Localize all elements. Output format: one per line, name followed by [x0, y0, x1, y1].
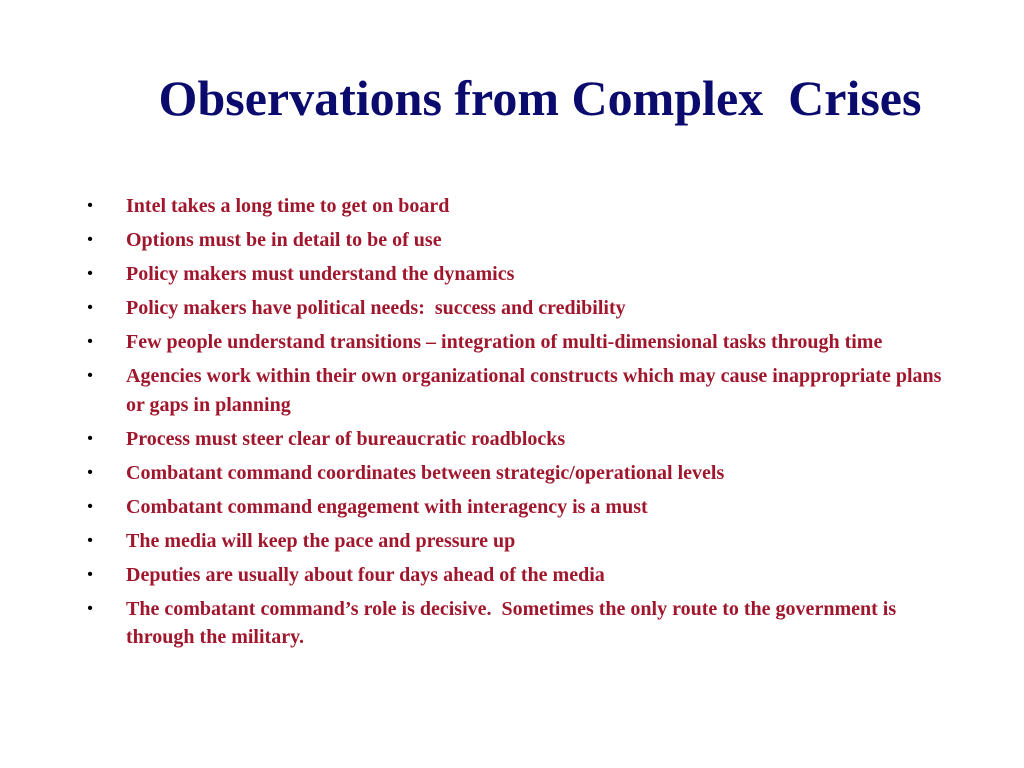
bullet-marker: •	[87, 197, 93, 214]
bullet-item	[84, 493, 944, 522]
slide-title: Observations from Complex Crises	[158, 70, 922, 126]
bullet-item	[84, 294, 944, 323]
bullet-text: The combatant command’s role is decisive. Sometimes the only route to the government is through the military.	[126, 597, 902, 648]
bullet-item	[84, 362, 947, 419]
bullet-marker: •	[87, 531, 93, 549]
bullet-item	[84, 425, 944, 454]
bullet-text: Agencies work within their own organizational constructs which may cause inappropriate plans or gaps in planning	[126, 365, 947, 416]
bullet-text: Intel takes a long time to get on board	[126, 195, 450, 217]
bullet-marker: •	[87, 333, 93, 350]
bullet-item	[84, 328, 944, 357]
bullet-text: Combatant command coordinates between strategic/operational levels	[126, 461, 725, 484]
bullet-text: Process must steer clear of bureaucratic roadblocks	[126, 427, 566, 450]
bullet-item	[84, 260, 944, 289]
bullet-item	[84, 561, 944, 590]
bullet-text: Deputies are usually about four days ahead of the media	[126, 563, 605, 586]
bullet-marker: •	[87, 497, 93, 515]
bullet-text: Few people understand transitions – integration of multi-dimensional tasks through time	[126, 331, 883, 353]
bullet-text: Policy makers must understand the dynamics	[126, 263, 515, 285]
bullet-item	[84, 226, 944, 255]
bullet-list	[84, 192, 947, 657]
bullet-marker: •	[87, 231, 93, 248]
bullet-item	[84, 527, 944, 556]
bullet-text: Combatant command engagement with interagency is a must	[126, 495, 648, 518]
bullet-marker: •	[87, 299, 93, 316]
bullet-marker: •	[87, 367, 93, 384]
bullet-marker: •	[87, 599, 93, 617]
bullet-item	[84, 192, 944, 221]
bullet-marker: •	[87, 265, 93, 282]
bullet-marker: •	[87, 429, 93, 447]
bullet-item	[84, 459, 944, 488]
bullet-item	[84, 595, 944, 652]
bullet-text: Options must be in detail to be of use	[126, 229, 442, 251]
bullet-text: The media will keep the pace and pressure up	[126, 529, 516, 552]
bullet-text: Policy makers have political needs: success and credibility	[126, 297, 626, 319]
bullet-marker: •	[87, 463, 93, 481]
bullet-marker: •	[87, 565, 93, 583]
